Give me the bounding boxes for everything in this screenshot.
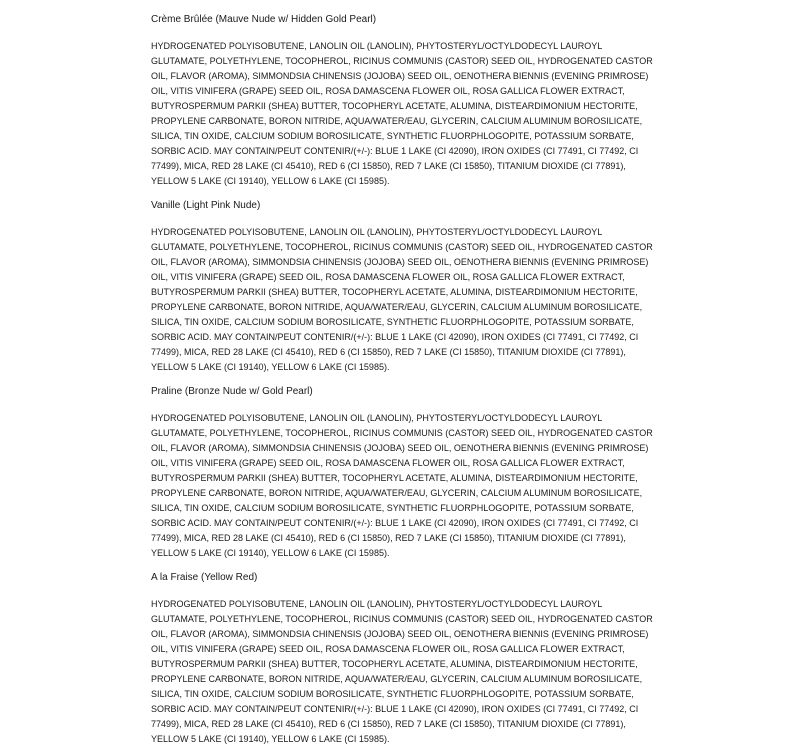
ingredients-list: HYDROGENATED POLYISOBUTENE, LANOLIN OIL (LANOLIN), PHYTOSTERYL/OCTYLDODECYL LAUROYL GLUTAMATE, POLYETHYLENE, TOCOPHEROL, RICINUS COMMUNIS (CASTOR) SEED OIL, HYDROGENATED CASTOR OIL, FLAVOR (AROMA), SIMMONDSIA CHINENSIS (JOJOBA) SEED OIL, OENOTHERA BIENNIS (EVENING PRIMROSE) OIL, VITIS VINIFERA (GRAPE) SEED OIL, ROSA DAMASCENA FLOWER OIL, ROSA GALLICA FLOWER EXTRACT, BUTYROSPERMUM PARKII (SHEA) BUTTER, TOCOPHERYL ACETATE, ALUMINA, DISTEARDIMONIUM HECTORITE, PROPYLENE CARBONATE, BORON NITRIDE, AQUA/WATER/EAU, GLYCERIN, CALCIUM ALUMINUM BOROSILICATE, SILICA, TIN OXIDE, CALCIUM SODIUM BOROSILICATE, SYNTHETIC FLUORPHLOGOPITE, POTASSIUM SORBATE, SORBIC ACID. MAY CONTAIN/PEUT CONTENIR/(+/-): BLUE 1 LAKE (CI 42090), IRON OXIDES (CI 77491, CI 77492, CI 77499), MICA, RED 28 LAKE (CI 45410), RED 6 (CI 15850), RED 7 LAKE (CI 15850), TITANIUM DIOXIDE (CI 77891), YELLOW 5 LAKE (CI 19140), YELLOW 6 LAKE (CI 15985). [151, 413, 653, 558]
ingredients-document [151, 12, 656, 756]
product-section-praline [151, 384, 656, 561]
product-section-vanille [151, 198, 656, 375]
shade-name: Crème Brûlée (Mauve Nude w/ Hidden Gold Pearl) [151, 14, 377, 25]
ingredients-list: HYDROGENATED POLYISOBUTENE, LANOLIN OIL (LANOLIN), PHYTOSTERYL/OCTYLDODECYL LAUROYL GLUTAMATE, POLYETHYLENE, TOCOPHEROL, RICINUS COMMUNIS (CASTOR) SEED OIL, HYDROGENATED CASTOR OIL, FLAVOR (AROMA), SIMMONDSIA CHINENSIS (JOJOBA) SEED OIL, OENOTHERA BIENNIS (EVENING PRIMROSE) OIL, VITIS VINIFERA (GRAPE) SEED OIL, ROSA DAMASCENA FLOWER OIL, ROSA GALLICA FLOWER EXTRACT, BUTYROSPERMUM PARKII (SHEA) BUTTER, TOCOPHERYL ACETATE, ALUMINA, DISTEARDIMONIUM HECTORITE, PROPYLENE CARBONATE, BORON NITRIDE, AQUA/WATER/EAU, GLYCERIN, CALCIUM ALUMINUM BOROSILICATE, SILICA, TIN OXIDE, CALCIUM SODIUM BOROSILICATE, SYNTHETIC FLUORPHLOGOPITE, POTASSIUM SORBATE, SORBIC ACID. MAY CONTAIN/PEUT CONTENIR/(+/-): BLUE 1 LAKE (CI 42090), IRON OXIDES (CI 77491, CI 77492, CI 77499), MICA, RED 28 LAKE (CI 45410), RED 6 (CI 15850), RED 7 LAKE (CI 15850), TITANIUM DIOXIDE (CI 77891), YELLOW 5 LAKE (CI 19140), YELLOW 6 LAKE (CI 15985). [151, 227, 653, 372]
shade-name: Praline (Bronze Nude w/ Gold Pearl) [151, 386, 313, 397]
shade-name: A la Fraise (Yellow Red) [151, 572, 258, 583]
product-section-a-la-fraise [151, 570, 656, 747]
product-section-creme-brulee [151, 12, 656, 189]
ingredients-list: HYDROGENATED POLYISOBUTENE, LANOLIN OIL (LANOLIN), PHYTOSTERYL/OCTYLDODECYL LAUROYL GLUTAMATE, POLYETHYLENE, TOCOPHEROL, RICINUS COMMUNIS (CASTOR) SEED OIL, HYDROGENATED CASTOR OIL, FLAVOR (AROMA), SIMMONDSIA CHINENSIS (JOJOBA) SEED OIL, OENOTHERA BIENNIS (EVENING PRIMROSE) OIL, VITIS VINIFERA (GRAPE) SEED OIL, ROSA DAMASCENA FLOWER OIL, ROSA GALLICA FLOWER EXTRACT, BUTYROSPERMUM PARKII (SHEA) BUTTER, TOCOPHERYL ACETATE, ALUMINA, DISTEARDIMONIUM HECTORITE, PROPYLENE CARBONATE, BORON NITRIDE, AQUA/WATER/EAU, GLYCERIN, CALCIUM ALUMINUM BOROSILICATE, SILICA, TIN OXIDE, CALCIUM SODIUM BOROSILICATE, SYNTHETIC FLUORPHLOGOPITE, POTASSIUM SORBATE, SORBIC ACID. MAY CONTAIN/PEUT CONTENIR/(+/-): BLUE 1 LAKE (CI 42090), IRON OXIDES (CI 77491, CI 77492, CI 77499), MICA, RED 28 LAKE (CI 45410), RED 6 (CI 15850), RED 7 LAKE (CI 15850), TITANIUM DIOXIDE (CI 77891), YELLOW 5 LAKE (CI 19140), YELLOW 6 LAKE (CI 15985). [151, 599, 653, 744]
shade-name: Vanille (Light Pink Nude) [151, 200, 261, 211]
ingredients-list: HYDROGENATED POLYISOBUTENE, LANOLIN OIL (LANOLIN), PHYTOSTERYL/OCTYLDODECYL LAUROYL GLUTAMATE, POLYETHYLENE, TOCOPHEROL, RICINUS COMMUNIS (CASTOR) SEED OIL, HYDROGENATED CASTOR OIL, FLAVOR (AROMA), SIMMONDSIA CHINENSIS (JOJOBA) SEED OIL, OENOTHERA BIENNIS (EVENING PRIMROSE) OIL, VITIS VINIFERA (GRAPE) SEED OIL, ROSA DAMASCENA FLOWER OIL, ROSA GALLICA FLOWER EXTRACT, BUTYROSPERMUM PARKII (SHEA) BUTTER, TOCOPHERYL ACETATE, ALUMINA, DISTEARDIMONIUM HECTORITE, PROPYLENE CARBONATE, BORON NITRIDE, AQUA/WATER/EAU, GLYCERIN, CALCIUM ALUMINUM BOROSILICATE, SILICA, TIN OXIDE, CALCIUM SODIUM BOROSILICATE, SYNTHETIC FLUORPHLOGOPITE, POTASSIUM SORBATE, SORBIC ACID. MAY CONTAIN/PEUT CONTENIR/(+/-): BLUE 1 LAKE (CI 42090), IRON OXIDES (CI 77491, CI 77492, CI 77499), MICA, RED 28 LAKE (CI 45410), RED 6 (CI 15850), RED 7 LAKE (CI 15850), TITANIUM DIOXIDE (CI 77891), YELLOW 5 LAKE (CI 19140), YELLOW 6 LAKE (CI 15985). [151, 41, 653, 186]
